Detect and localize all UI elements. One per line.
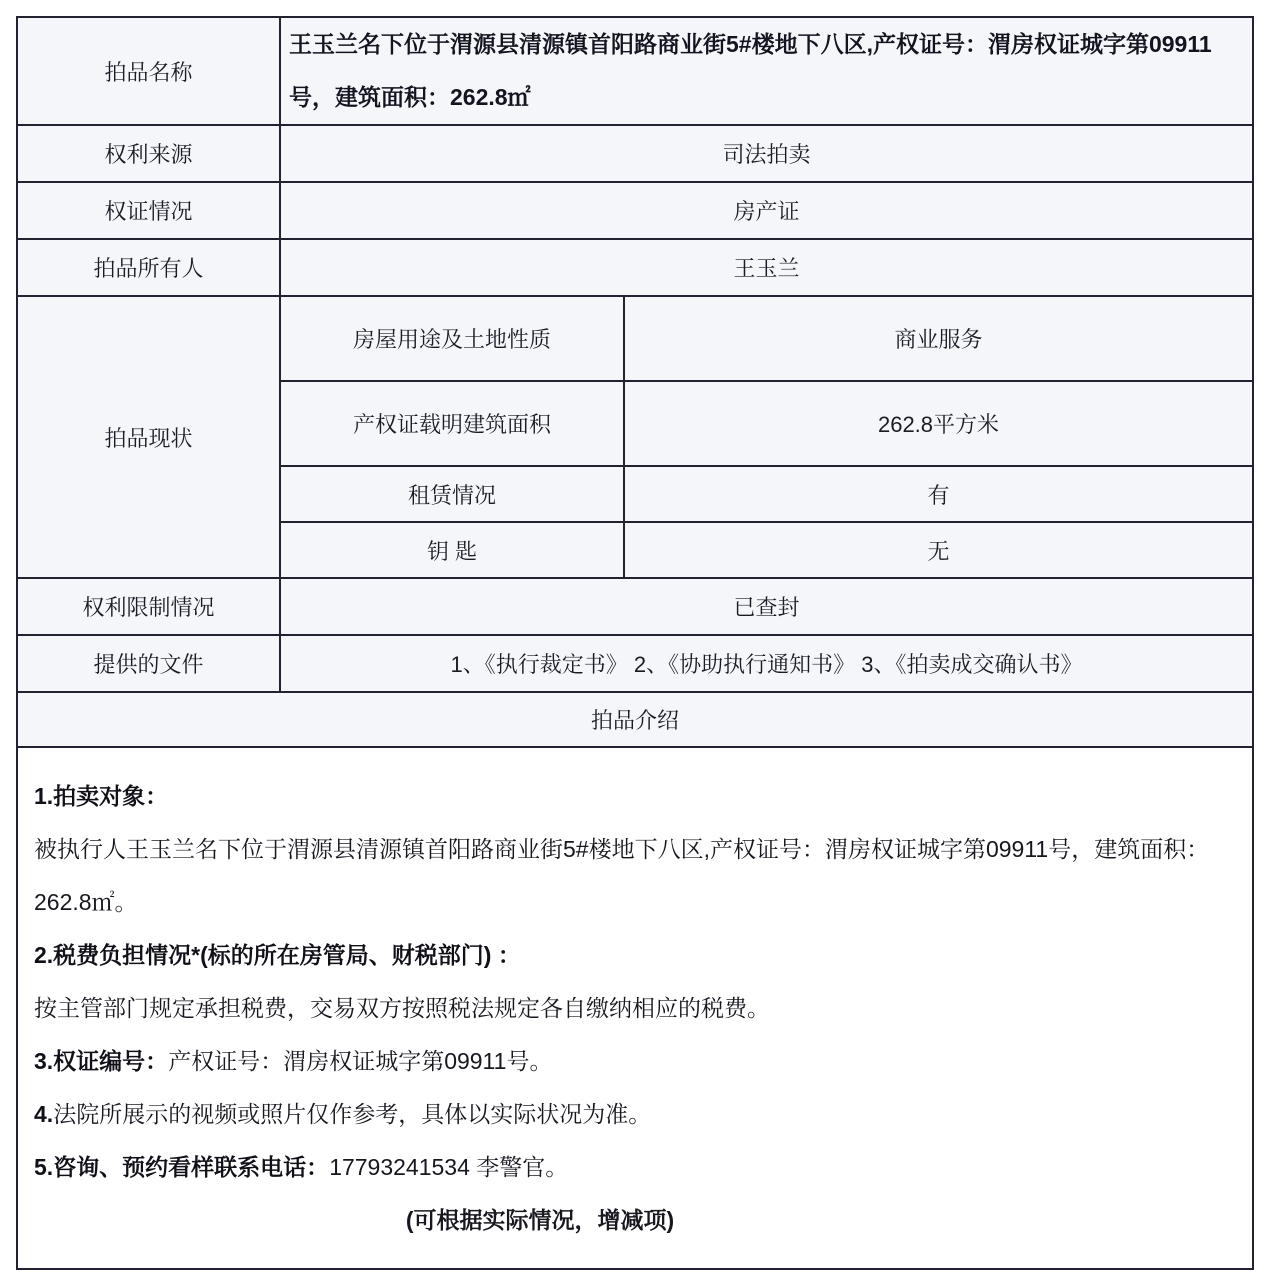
item-status-section-label: 拍品现状 bbox=[17, 296, 280, 578]
house-usage-value: 商业服务 bbox=[624, 296, 1253, 381]
intro-item4: 4.法院所展示的视频或照片仅作参考，具体以实际状况为准。 bbox=[34, 1101, 652, 1127]
row-provided-documents bbox=[17, 635, 1253, 692]
provided-documents-value: 1、《执行裁定书》 2、《协助执行通知书》 3、《拍卖成交确认书》 bbox=[280, 635, 1253, 692]
item-owner-label: 拍品所有人 bbox=[17, 239, 280, 296]
intro-item3: 3.权证编号：产权证号：渭房权证城字第09911号。 bbox=[34, 1048, 553, 1074]
intro-item5: 5.咨询、预约看样联系电话：17793241534 李警官。 bbox=[34, 1154, 569, 1180]
rights-source-value: 司法拍卖 bbox=[280, 125, 1253, 182]
row-auction-name bbox=[17, 17, 1253, 125]
intro-header: 拍品介绍 bbox=[17, 692, 1253, 747]
house-usage-label: 房屋用途及土地性质 bbox=[280, 296, 624, 381]
certificate-status-value: 房产证 bbox=[280, 182, 1253, 239]
row-rights-source bbox=[17, 125, 1253, 182]
row-item-owner bbox=[17, 239, 1253, 296]
auction-info-table bbox=[16, 16, 1254, 1270]
key-status-value: 无 bbox=[624, 522, 1253, 578]
rights-restriction-value: 已查封 bbox=[280, 578, 1253, 635]
intro-item1-title: 1.拍卖对象： bbox=[34, 783, 169, 809]
certified-area-value: 262.8平方米 bbox=[624, 381, 1253, 466]
auction-name-value: 王玉兰名下位于渭源县清源镇首阳路商业街5#楼地下八区,产权证号：渭房权证城字第09911号，建筑面积：262.8㎡ bbox=[280, 17, 1253, 125]
row-house-usage bbox=[17, 296, 1253, 381]
row-intro-body bbox=[17, 747, 1253, 1269]
intro-item2-body: 按主管部门规定承担税费，交易双方按照税法规定各自缴纳相应的税费。 bbox=[34, 995, 770, 1021]
row-intro-header bbox=[17, 692, 1253, 747]
auction-name-label: 拍品名称 bbox=[17, 17, 280, 125]
item-owner-value: 王玉兰 bbox=[280, 239, 1253, 296]
rights-source-label: 权利来源 bbox=[17, 125, 280, 182]
certificate-status-label: 权证情况 bbox=[17, 182, 280, 239]
certified-area-label: 产权证载明建筑面积 bbox=[280, 381, 624, 466]
lease-status-value: 有 bbox=[624, 466, 1253, 522]
provided-documents-label: 提供的文件 bbox=[17, 635, 280, 692]
key-status-label: 钥 匙 bbox=[280, 522, 624, 578]
intro-body bbox=[17, 747, 1253, 1269]
lease-status-label: 租赁情况 bbox=[280, 466, 624, 522]
rights-restriction-label: 权利限制情况 bbox=[17, 578, 280, 635]
intro-item2-title: 2.税费负担情况*(标的所在房管局、财税部门) ： bbox=[34, 942, 521, 968]
row-certificate-status bbox=[17, 182, 1253, 239]
adjustable-items-note: (可根据实际情况，增减项) bbox=[405, 1207, 675, 1233]
intro-item1-body: 被执行人王玉兰名下位于渭源县清源镇首阳路商业街5#楼地下八区,产权证号：渭房权证城字第09911号，建筑面积：262.8㎡。 bbox=[34, 836, 1210, 915]
row-rights-restriction bbox=[17, 578, 1253, 635]
